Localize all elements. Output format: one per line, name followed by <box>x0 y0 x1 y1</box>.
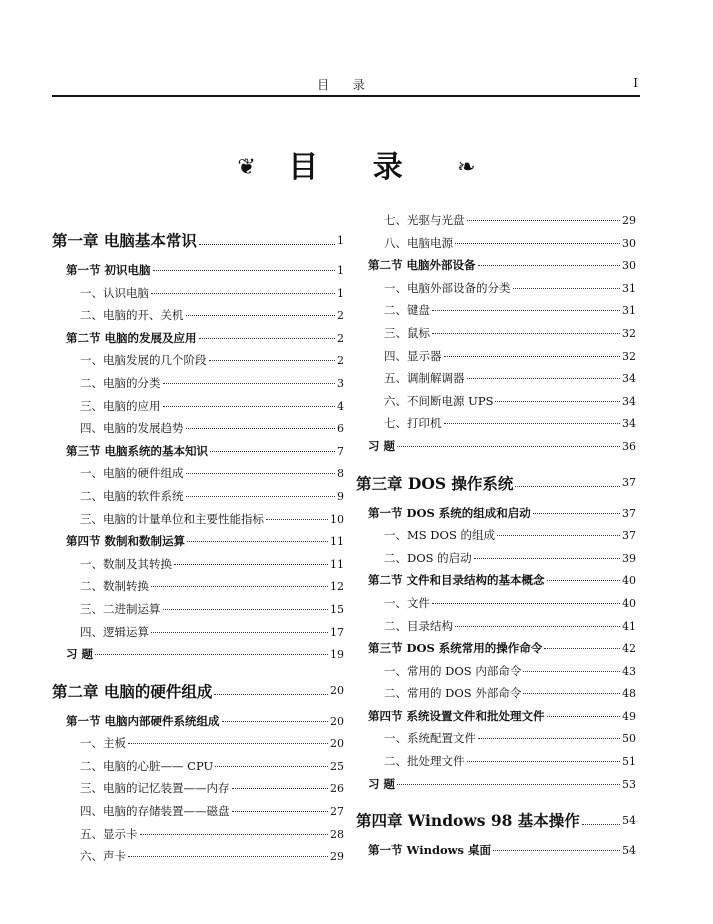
dot-leader <box>467 220 621 221</box>
toc-entry-label: 二、DOS 的启动 <box>384 550 472 565</box>
toc-entry-label: 第一节 Windows 桌面 <box>368 843 492 858</box>
dot-leader <box>432 310 620 311</box>
toc-entry-label: 习 题 <box>368 438 396 453</box>
toc-entry-section[interactable] <box>356 842 636 865</box>
dot-leader <box>467 761 621 762</box>
toc-entry-label: 六、声卡 <box>80 849 126 864</box>
toc-entry-exercise[interactable] <box>52 646 344 669</box>
toc-entry-label: 习 题 <box>368 776 396 791</box>
toc-entry-section[interactable] <box>52 713 344 736</box>
toc-entry-page: 37 <box>622 476 636 490</box>
dot-leader <box>222 721 328 722</box>
toc-title-text: 目 录 <box>288 150 425 185</box>
toc-entry-page: 48 <box>622 687 636 701</box>
toc-entry-item[interactable] <box>52 420 344 443</box>
dot-leader <box>186 315 336 316</box>
toc-title <box>0 142 713 186</box>
toc-entry-section[interactable] <box>356 640 636 663</box>
dot-leader <box>174 564 328 565</box>
dot-leader <box>515 486 620 487</box>
toc-entry-label: 第三章 DOS 操作系统 <box>356 473 514 493</box>
toc-entry-page: 11 <box>330 557 344 571</box>
toc-entry-label: 第四节 系统设置文件和批处理文件 <box>368 708 545 723</box>
toc-entry-page: 30 <box>622 259 636 273</box>
toc-entry-item[interactable] <box>52 735 344 758</box>
toc-entry-item[interactable] <box>52 780 344 803</box>
toc-entry-item[interactable] <box>356 348 636 371</box>
toc-entry-label: 五、调制解调器 <box>384 371 465 386</box>
dot-leader <box>187 541 328 542</box>
toc-entry-section[interactable] <box>52 262 344 285</box>
dot-leader <box>478 265 620 266</box>
right-ornament-icon: ❧ <box>457 155 476 180</box>
toc-entry-item[interactable] <box>356 302 636 325</box>
toc-entry-item[interactable] <box>52 352 344 375</box>
toc-entry-page: 1 <box>337 286 344 300</box>
toc-entry-label: 三、电脑的计量单位和主要性能指标 <box>80 511 264 526</box>
toc-entry-exercise[interactable] <box>356 776 636 799</box>
toc-entry-label: 二、电脑的开、关机 <box>80 308 184 323</box>
toc-entry-page: 29 <box>330 850 344 864</box>
toc-entry-label: 二、电脑的软件系统 <box>80 488 184 503</box>
toc-entry-label: 第二节 电脑外部设备 <box>368 258 476 273</box>
toc-entry-page: 27 <box>330 805 344 819</box>
dot-leader <box>153 270 335 271</box>
toc-entry-page: 30 <box>622 236 636 250</box>
toc-entry-page: 39 <box>622 551 636 565</box>
toc-entry-page: 51 <box>622 755 636 769</box>
toc-entry-label: 二、批处理文件 <box>384 754 465 769</box>
dot-leader <box>547 580 620 581</box>
toc-entry-label: 第三节 电脑系统的基本知识 <box>66 443 209 458</box>
toc-entry-item[interactable] <box>52 826 344 849</box>
dot-leader <box>495 401 620 402</box>
toc-entry-label: 四、显示器 <box>384 348 442 363</box>
toc-entry-page: 32 <box>622 349 636 363</box>
running-header <box>52 76 640 94</box>
toc-entry-page: 7 <box>337 444 344 458</box>
toc-entry-page: 2 <box>337 354 344 368</box>
dot-leader <box>444 356 621 357</box>
dot-leader <box>186 428 336 429</box>
toc-entry-label: 三、电脑的记忆装置——内存 <box>80 781 230 796</box>
dot-leader <box>455 243 620 244</box>
toc-entry-label: 二、目录结构 <box>384 618 453 633</box>
toc-entry-item[interactable] <box>356 663 636 686</box>
dot-leader <box>151 632 328 633</box>
toc-entry-label: 一、电脑外部设备的分类 <box>384 280 511 295</box>
toc-entry-label: 二、键盘 <box>384 303 430 318</box>
toc-entry-page: 4 <box>337 399 344 413</box>
toc-entry-label: 二、常用的 DOS 外部命令 <box>384 686 522 701</box>
toc-entry-item[interactable] <box>356 415 636 438</box>
dot-leader <box>582 824 620 825</box>
toc-entry-chapter[interactable] <box>356 461 636 505</box>
toc-entry-item[interactable] <box>356 527 636 550</box>
toc-entry-label: 一、数制及其转换 <box>80 556 172 571</box>
toc-entry-label: 习 题 <box>66 647 94 662</box>
toc-entry-label: 四、电脑的发展趋势 <box>80 421 184 436</box>
toc-entry-label: 二、电脑的心脏—— CPU <box>80 758 214 773</box>
dot-leader <box>151 586 328 587</box>
toc-entry-page: 1 <box>337 264 344 277</box>
toc-entry-page: 20 <box>330 684 344 698</box>
toc-right-column <box>356 212 636 865</box>
toc-entry-page: 31 <box>622 281 636 295</box>
dot-leader <box>432 603 620 604</box>
toc-entry-item[interactable] <box>356 618 636 641</box>
dot-leader <box>128 743 328 744</box>
dot-leader <box>478 738 620 739</box>
toc-entry-label: 三、电脑的应用 <box>80 398 161 413</box>
toc-entry-item[interactable] <box>356 393 636 416</box>
dot-leader <box>533 513 620 514</box>
toc-entry-item[interactable] <box>356 212 636 235</box>
toc-entry-item[interactable] <box>356 753 636 776</box>
running-header-title: 目 录 <box>317 78 375 92</box>
dot-leader <box>163 609 329 610</box>
toc-entry-page: 54 <box>622 844 636 858</box>
toc-left-column <box>52 218 344 871</box>
toc-entry-page: 37 <box>622 529 636 543</box>
toc-entry-label: 七、打印机 <box>384 416 442 431</box>
toc-entry-label: 一、文件 <box>384 595 430 610</box>
toc-entry-chapter[interactable] <box>356 798 636 842</box>
header-rule <box>52 95 640 97</box>
toc-entry-page: 2 <box>337 331 344 345</box>
toc-entry-page: 9 <box>337 489 344 503</box>
toc-entry-page: 6 <box>337 422 344 436</box>
toc-entry-label: 四、逻辑运算 <box>80 624 149 639</box>
toc-entry-item[interactable] <box>52 375 344 398</box>
toc-entry-page: 2 <box>337 309 344 323</box>
toc-entry-item[interactable] <box>52 285 344 308</box>
toc-entry-label: 第三节 DOS 系统常用的操作命令 <box>368 641 543 656</box>
toc-entry-page: 36 <box>622 439 636 453</box>
running-header-page-number: I <box>633 76 638 90</box>
dot-leader <box>523 693 620 694</box>
toc-entry-item[interactable] <box>356 685 636 708</box>
toc-entry-label: 三、鼠标 <box>384 325 430 340</box>
toc-entry-section[interactable] <box>356 257 636 280</box>
toc-entry-page: 34 <box>622 372 636 386</box>
toc-entry-page: 43 <box>622 664 636 678</box>
dot-leader <box>266 519 328 520</box>
toc-entry-page: 20 <box>330 737 344 751</box>
toc-entry-section[interactable] <box>52 533 344 556</box>
dot-leader <box>209 360 336 361</box>
toc-entry-label: 二、电脑的分类 <box>80 375 161 390</box>
toc-entry-item[interactable] <box>52 758 344 781</box>
toc-entry-item[interactable] <box>356 325 636 348</box>
toc-entry-item[interactable] <box>52 398 344 421</box>
dot-leader <box>523 671 620 672</box>
toc-entry-page: 41 <box>622 619 636 633</box>
toc-entry-item[interactable] <box>52 488 344 511</box>
toc-entry-page: 26 <box>330 782 344 796</box>
toc-entry-page: 34 <box>622 394 636 408</box>
toc-entry-page: 54 <box>622 813 636 827</box>
toc-entry-label: 第四节 数制和数制运算 <box>66 534 186 549</box>
toc-entry-page: 20 <box>330 714 344 728</box>
toc-entry-item[interactable] <box>356 370 636 393</box>
dot-leader <box>151 293 335 294</box>
toc-entry-label: 第二节 文件和目录结构的基本概念 <box>368 573 545 588</box>
dot-leader <box>128 856 328 857</box>
dot-leader <box>467 378 621 379</box>
toc-entry-item[interactable] <box>356 235 636 258</box>
toc-entry-label: 四、电脑的存储装置——磁盘 <box>80 804 230 819</box>
toc-entry-page: 17 <box>330 625 344 639</box>
toc-entry-page: 31 <box>622 304 636 318</box>
dot-leader <box>474 558 620 559</box>
toc-entry-label: 第一节 初识电脑 <box>66 263 151 277</box>
toc-entry-page: 53 <box>622 777 636 791</box>
toc-entry-item[interactable] <box>356 280 636 303</box>
dot-leader <box>214 694 328 695</box>
toc-entry-label: 一、电脑发展的几个阶段 <box>80 353 207 368</box>
toc-entry-page: 49 <box>622 709 636 723</box>
toc-entry-exercise[interactable] <box>356 438 636 461</box>
dot-leader <box>163 383 336 384</box>
toc-entry-label: 一、认识电脑 <box>80 285 149 300</box>
toc-entry-label: 第一节 DOS 系统的组成和启动 <box>368 505 531 520</box>
toc-entry-page: 32 <box>622 326 636 340</box>
dot-leader <box>163 406 336 407</box>
dot-leader <box>397 446 620 447</box>
toc-entry-label: 二、数制转换 <box>80 579 149 594</box>
dot-leader <box>210 451 335 452</box>
dot-leader <box>513 288 621 289</box>
dot-leader <box>444 423 621 424</box>
toc-entry-section[interactable] <box>356 572 636 595</box>
toc-entry-section[interactable] <box>52 443 344 466</box>
toc-entry-page: 1 <box>337 233 344 247</box>
toc-entry-page: 34 <box>622 417 636 431</box>
toc-entry-item[interactable] <box>52 465 344 488</box>
toc-entry-item[interactable] <box>52 556 344 579</box>
toc-entry-item[interactable] <box>52 803 344 826</box>
toc-entry-page: 12 <box>330 580 344 594</box>
toc-entry-chapter[interactable] <box>52 669 344 713</box>
toc-entry-page: 28 <box>330 827 344 841</box>
toc-entry-label: 一、MS DOS 的组成 <box>384 528 495 543</box>
dot-leader <box>497 535 620 536</box>
dot-leader <box>493 850 620 851</box>
toc-entry-label: 一、常用的 DOS 内部命令 <box>384 663 522 678</box>
dot-leader <box>232 788 329 789</box>
toc-entry-page: 15 <box>330 602 344 616</box>
toc-entry-section[interactable] <box>356 505 636 528</box>
dot-leader <box>397 784 620 785</box>
dot-leader <box>199 244 335 245</box>
toc-entry-label: 一、电脑的硬件组成 <box>80 466 184 481</box>
dot-leader <box>232 811 329 812</box>
toc-entry-label: 三、二进制运算 <box>80 601 161 616</box>
toc-entry-item[interactable] <box>52 578 344 601</box>
toc-entry-item[interactable] <box>356 550 636 573</box>
toc-entry-label: 第四章 Windows 98 基本操作 <box>356 811 580 831</box>
toc-entry-label: 七、光驱与光盘 <box>384 213 465 227</box>
toc-entry-section[interactable] <box>52 330 344 353</box>
toc-entry-label: 第一章 电脑基本常识 <box>52 231 197 250</box>
toc-entry-label: 六、不间断电源 UPS <box>384 393 494 408</box>
toc-entry-label: 一、主板 <box>80 736 126 751</box>
dot-leader <box>140 834 329 835</box>
toc-entry-page: 40 <box>622 574 636 588</box>
toc-entry-page: 40 <box>622 596 636 610</box>
toc-entry-label: 第二节 电脑的发展及应用 <box>66 330 197 345</box>
dot-leader <box>432 333 620 334</box>
toc-entry-item[interactable] <box>52 511 344 534</box>
toc-entry-page: 50 <box>622 732 636 746</box>
toc-entry-page: 11 <box>330 535 344 549</box>
toc-entry-label: 第二章 电脑的硬件组成 <box>52 681 213 701</box>
toc-entry-page: 25 <box>330 759 344 773</box>
dot-leader <box>199 338 335 339</box>
dot-leader <box>186 473 336 474</box>
left-ornament-icon: ❦ <box>237 155 256 180</box>
toc-entry-chapter[interactable] <box>52 218 344 262</box>
toc-entry-item[interactable] <box>52 307 344 330</box>
toc-entry-page: 10 <box>330 512 344 526</box>
toc-entry-label: 一、系统配置文件 <box>384 731 476 746</box>
toc-entry-page: 29 <box>622 214 636 227</box>
toc-entry-item[interactable] <box>356 595 636 618</box>
toc-entry-section[interactable] <box>356 708 636 731</box>
toc-entry-page: 3 <box>337 376 344 390</box>
dot-leader <box>186 496 336 497</box>
toc-entry-item[interactable] <box>356 730 636 753</box>
toc-entry-item[interactable] <box>52 848 344 871</box>
toc-entry-item[interactable] <box>52 624 344 647</box>
toc-entry-page: 19 <box>330 648 344 662</box>
toc-entry-label: 八、电脑电源 <box>384 235 453 250</box>
dot-leader <box>544 648 620 649</box>
dot-leader <box>455 626 620 627</box>
dot-leader <box>215 766 328 767</box>
toc-entry-page: 37 <box>622 506 636 520</box>
toc-entry-item[interactable] <box>52 601 344 624</box>
toc-entry-page: 42 <box>622 642 636 656</box>
dot-leader <box>95 654 328 655</box>
toc-entry-label: 五、显示卡 <box>80 826 138 841</box>
toc-entry-label: 第一节 电脑内部硬件系统组成 <box>66 713 220 728</box>
toc-entry-page: 8 <box>337 467 344 481</box>
dot-leader <box>547 716 620 717</box>
